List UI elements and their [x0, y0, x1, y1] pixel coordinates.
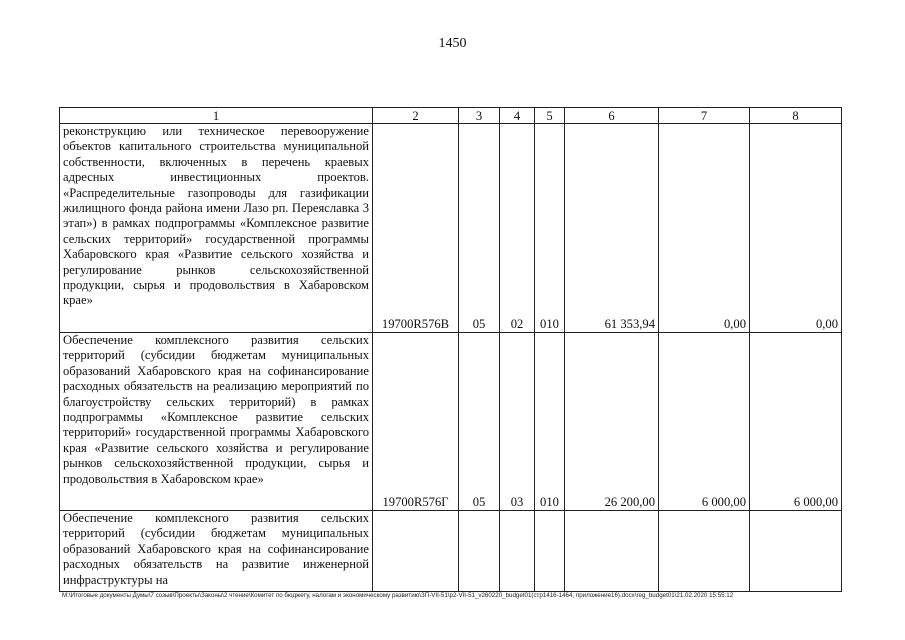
row-subsection: 03: [500, 333, 535, 511]
row-code: [373, 511, 459, 592]
column-header: 3: [459, 108, 500, 124]
table-row: [60, 333, 842, 511]
table-row: [60, 511, 842, 592]
row-amount-3: 0,00: [750, 124, 842, 333]
row-amount-3: 6 000,00: [750, 333, 842, 511]
row-description: Обеспечение комплексного развития сельских территорий (субсидии бюджетам муниципальных образований Хабаровского края на софинансирование расходных обязательств на реализацию мероприятий по благоустройству сельских территорий) в рамках подпрограммы «Комплексное развитие сельских территорий» государственной программы Хабаровского края «Развитие сельского хозяйства и регулирование рынков сельскохозяйственной продукции, сырья и продовольствия в Хабаровском крае»: [60, 333, 373, 511]
row-amount-2: [659, 511, 750, 592]
row-code: 19700R576Г: [373, 333, 459, 511]
column-header: 1: [60, 108, 373, 124]
row-amount-1: 61 353,94: [565, 124, 659, 333]
column-header: 7: [659, 108, 750, 124]
table-header-row: [60, 108, 842, 124]
column-header: 8: [750, 108, 842, 124]
row-description: Обеспечение комплексного развития сельских территорий (субсидии бюджетам муниципальных образований Хабаровского края на софинансирование расходных обязательств на развитие инженерной инфраструктуры на: [60, 511, 373, 592]
row-section: 05: [459, 333, 500, 511]
budget-table: [59, 107, 842, 592]
row-amount-2: 6 000,00: [659, 333, 750, 511]
row-amount-1: [565, 511, 659, 592]
row-amount-3: [750, 511, 842, 592]
row-section: 05: [459, 124, 500, 333]
column-header: 5: [535, 108, 565, 124]
row-amount-2: 0,00: [659, 124, 750, 333]
row-type: 010: [535, 333, 565, 511]
row-amount-1: 26 200,00: [565, 333, 659, 511]
table-row: [60, 124, 842, 333]
column-header: 6: [565, 108, 659, 124]
row-description: реконструкцию или техническое перевооружение объектов капитального строительства муниципальной собственности, включенных в перечень краевых адресных инвестиционных проектов. «Распределительные газопроводы для газификации жилищного фонда района имени Лазо рп. Переяславка 3 этап») в рамках подпрограммы «Комплексное развитие сельских территорий» государственной программы Хабаровского края «Развитие сельского хозяйства и регулирование рынков сельскохозяйственной продукции, сырья и продовольствия в Хабаровском крае»: [60, 124, 373, 333]
page-number: 1450: [438, 36, 467, 51]
row-type: 010: [535, 124, 565, 333]
row-section: [459, 511, 500, 592]
row-subsection: 02: [500, 124, 535, 333]
column-header: 4: [500, 108, 535, 124]
row-type: [535, 511, 565, 592]
footer-file-path: M:\Итоговые документы Думы\7 созыв\Проекты\Законы\2 чтение\Комитет по бюджету, налогам и экономическому развитию\ЗП-VII-51\р2-VII-51_v260220_budget01(стр1416-1464, приложение16).docx\reg_budget01\21.02.2020 15:55:12: [62, 592, 734, 599]
row-code: 19700R576В: [373, 124, 459, 333]
column-header: 2: [373, 108, 459, 124]
row-subsection: [500, 511, 535, 592]
